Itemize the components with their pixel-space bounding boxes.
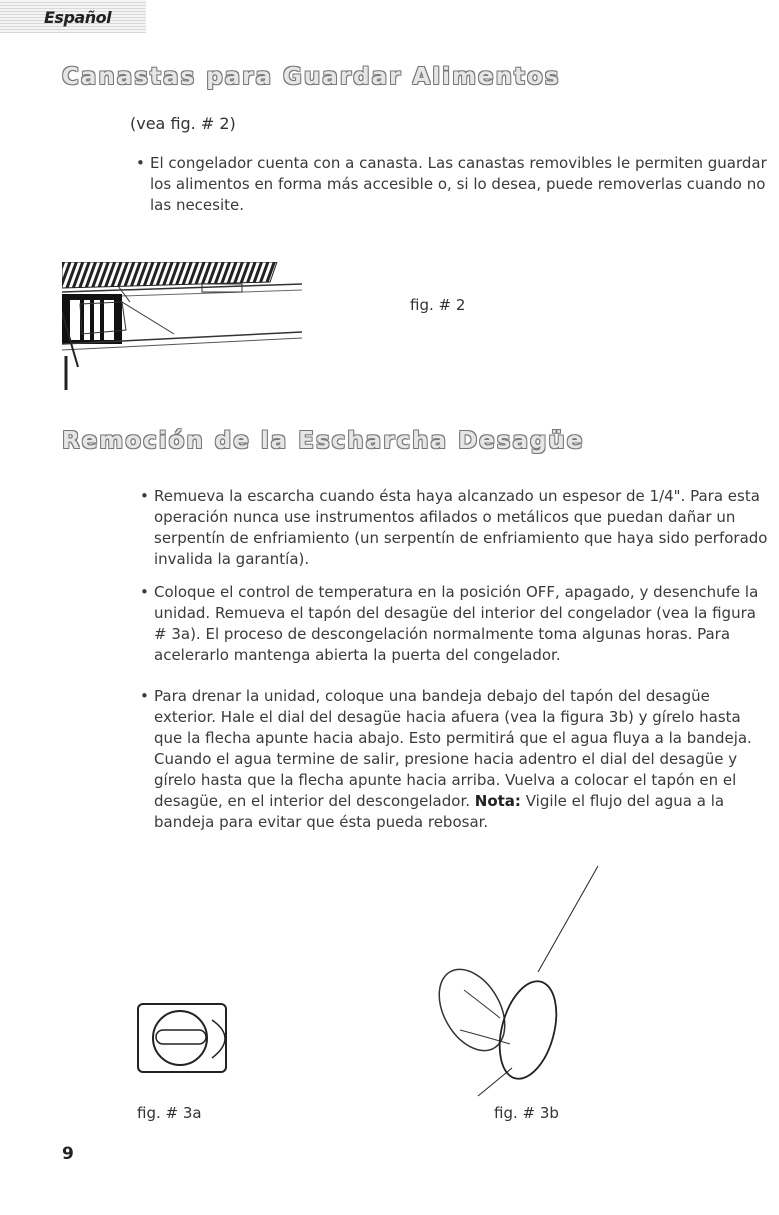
- baskets-bullet: [136, 153, 770, 216]
- page-number: 9: [62, 1144, 74, 1164]
- figure-3b-label: fig. # 3b: [494, 1104, 559, 1122]
- baskets-bullet-text: El congelador cuenta con a canasta. Las canastas removibles le permiten guardar los alimentos en forma más accesible o, si lo desea, puede removerlas cuando no las necesite.: [150, 154, 767, 214]
- figure-reference: (vea fig. # 2): [130, 114, 236, 133]
- language-tab-label: Español: [44, 8, 112, 27]
- bullet-icon: •: [140, 583, 149, 601]
- bullet-icon: •: [136, 154, 145, 172]
- note-text: Vigile el flujo del agua a la bandeja para evitar que ésta pueda rebosar.: [154, 792, 725, 831]
- section-title-baskets: Canastas para Guardar Alimentos: [62, 64, 561, 90]
- defrost-bullet-1-text: Remueva la escarcha cuando ésta haya alcanzado un espesor de 1/4". Para esta operación nunca use instrumentos afilados o metálicos que puedan dañar un serpentín de enfriamiento (un serpentín de enfriamiento que haya sido perforado invalida la garantía).: [154, 487, 768, 568]
- drain-dial-illustration: [420, 860, 600, 1100]
- figure-2-label: fig. # 2: [410, 296, 466, 314]
- defrost-bullet-3-text: Para drenar la unidad, coloque una bandeja debajo del tapón del desagüe exterior. Hale el dial del desagüe hacia afuera (vea la figura 3b) y gírelo hasta que la flecha apunte hacia abajo. Esto permitirá que el agua fluya a la bandeja. Cuando el agua termine de salir, presione hacia adentro el dial del desagüe y gírelo hasta que la flecha apunte hacia arriba. Vuelva a colocar el tapón en el desagüe, en el interior del descongelador.: [154, 687, 752, 810]
- section-title-defrost: Remoción de la Escharcha Desagüe: [62, 428, 585, 454]
- freezer-basket-illustration: [62, 262, 312, 392]
- bullet-icon: •: [140, 487, 149, 505]
- figure-3a-label: fig. # 3a: [137, 1104, 202, 1122]
- language-tab: [0, 0, 146, 33]
- defrost-bullet-2: [140, 582, 769, 666]
- defrost-bullet-1: [140, 486, 774, 570]
- defrost-bullet-2-text: Coloque el control de temperatura en la posición OFF, apagado, y desenchufe la unidad. Remueva el tapón del desagüe del interior del congelador (vea la figura # 3a). El proceso de descongelación normalmente toma algunas horas. Para acelerarlo mantenga abierta la puerta del congelador.: [154, 583, 759, 664]
- note-label: Nota:: [474, 792, 521, 810]
- bullet-icon: •: [140, 687, 149, 705]
- drain-plug-illustration: [134, 1002, 244, 1076]
- defrost-bullet-3: [140, 686, 769, 833]
